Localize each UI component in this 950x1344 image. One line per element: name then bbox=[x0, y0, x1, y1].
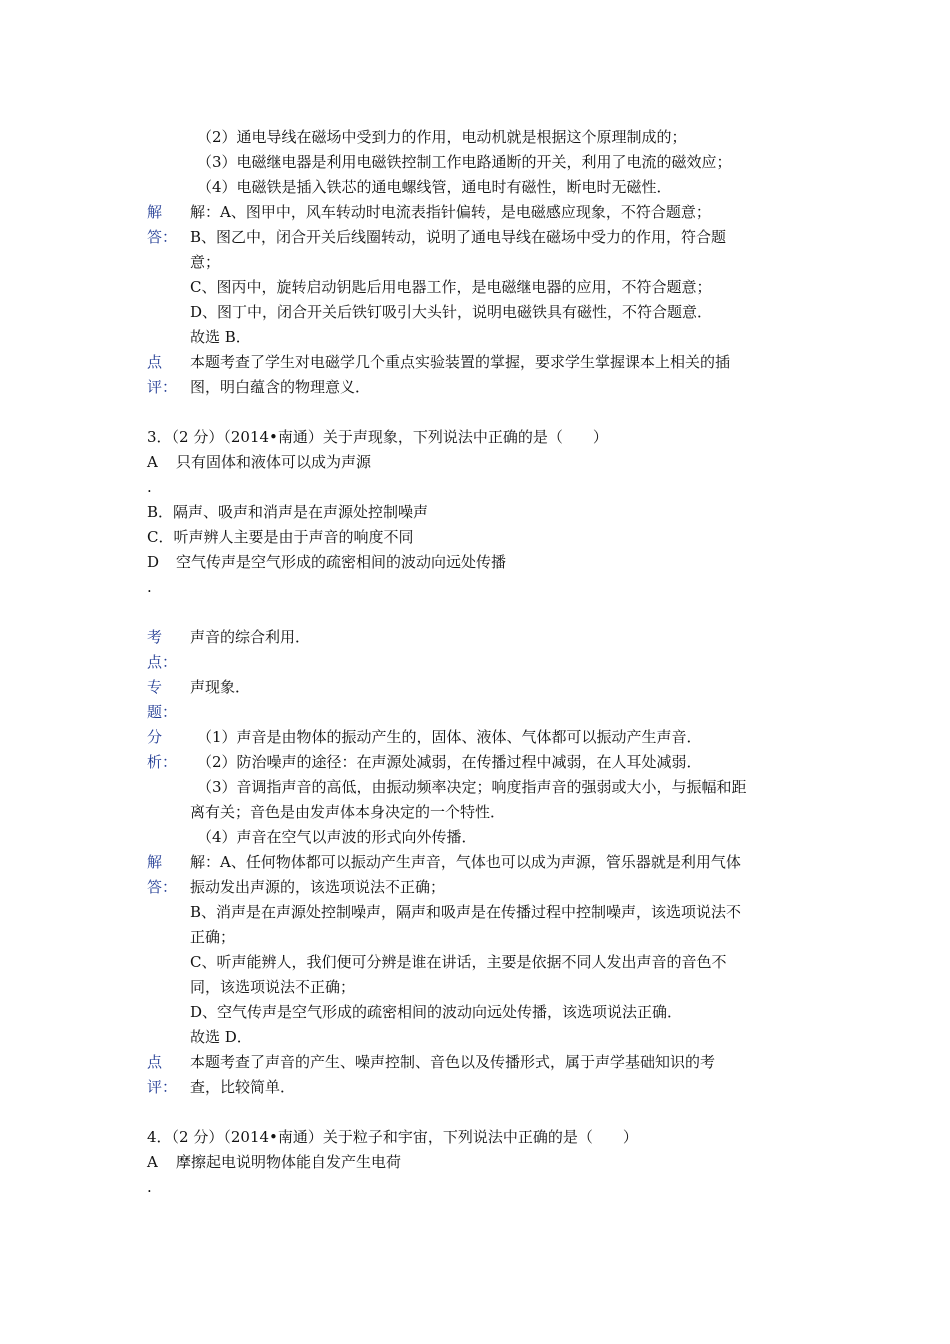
q2-solution-line-5: D、图丁中，闭合开关后铁钉吸引大头针，说明电磁铁具有磁性，不符合题意． bbox=[190, 303, 713, 321]
q3-jieda-line-5: C、听声能辨人，我们便可分辨是谁在讲话，主要是依据不同人发出声音的音色不 bbox=[190, 953, 727, 971]
q3-fenxi-line-2: （2）防治噪声的途径：在声源处减弱，在传播过程中减弱，在人耳处减弱． bbox=[197, 753, 702, 771]
q3-jieda-line-1: 解：A、任何物体都可以振动产生声音，气体也可以成为声源，管乐器就是利用气体 bbox=[190, 853, 741, 871]
q3-zhuanti-text: 声现象． bbox=[190, 678, 251, 696]
q3-fenxi-line-5: （4）声音在空气以声波的形式向外传播． bbox=[197, 828, 477, 846]
q3-jieda-line-6: 同，该选项说法不正确； bbox=[190, 978, 356, 996]
q3-dianping-label-2: 评： bbox=[147, 1078, 178, 1096]
q3-kaodian-label-1: 考 bbox=[147, 628, 163, 646]
q2-analysis-line-4: （4）电磁铁是插入铁芯的通电螺线管，通电时有磁性，断电时无磁性． bbox=[197, 178, 672, 196]
q2-comment-label-2: 评： bbox=[147, 378, 178, 396]
q3-jieda-line-8: 故选 D． bbox=[190, 1028, 252, 1046]
q3-dianping-line-2: 查，比较简单． bbox=[190, 1078, 296, 1096]
q3-jieda-line-2: 振动发出声源的，该选项说法不正确； bbox=[190, 878, 446, 896]
q2-solution-line-6: 故选 B． bbox=[190, 328, 251, 346]
q2-comment-line-2: 图，明白蕴含的物理意义． bbox=[190, 378, 371, 396]
q3-jieda-label-1: 解 bbox=[147, 853, 163, 871]
q3-option-c: C．听声辨人主要是由于声音的响度不同 bbox=[147, 528, 414, 546]
q3-stem: 3．（2 分）（2014•南通）关于声现象，下列说法中正确的是（ ） bbox=[147, 428, 608, 446]
q2-comment-label-1: 点 bbox=[147, 353, 163, 371]
q3-option-d-text: 空气传声是空气形成的疏密相间的波动向远处传播 bbox=[176, 553, 507, 571]
q3-kaodian-label-2: 点： bbox=[147, 653, 178, 671]
q3-option-d-dot: . bbox=[147, 578, 152, 596]
q4-option-a-letter: A bbox=[147, 1153, 158, 1171]
q3-dianping-line-1: 本题考查了声音的产生、噪声控制、音色以及传播形式，属于声学基础知识的考 bbox=[190, 1053, 716, 1071]
q2-solution-line-4: C、图丙中，旋转启动钥匙后用电器工作，是电磁继电器的应用，不符合题意； bbox=[190, 278, 712, 296]
q3-zhuanti-label-1: 专 bbox=[147, 678, 163, 696]
q2-solution-label-1: 解 bbox=[147, 203, 163, 221]
q3-dianping-label-1: 点 bbox=[147, 1053, 163, 1071]
q3-fenxi-line-1: （1）声音是由物体的振动产生的，固体、液体、气体都可以振动产生声音． bbox=[197, 728, 702, 746]
q2-comment-line-1: 本题考查了学生对电磁学几个重点实验装置的掌握，要求学生掌握课本上相关的插 bbox=[190, 353, 731, 371]
q3-jieda-line-7: D、空气传声是空气形成的疏密相间的波动向远处传播，该选项说法正确． bbox=[190, 1003, 683, 1021]
q3-jieda-line-4: 正确； bbox=[190, 928, 236, 946]
q3-option-a-text: 只有固体和液体可以成为声源 bbox=[176, 453, 372, 471]
q3-zhuanti-label-2: 题： bbox=[147, 703, 178, 721]
q4-option-a-text: 摩擦起电说明物体能自发产生电荷 bbox=[176, 1153, 402, 1171]
q3-kaodian-text: 声音的综合利用． bbox=[190, 628, 311, 646]
q3-fenxi-label-2: 析： bbox=[147, 753, 178, 771]
q3-jieda-line-3: B、消声是在声源处控制噪声，隔声和吸声是在传播过程中控制噪声，该选项说法不 bbox=[190, 903, 742, 921]
q2-solution-line-1: 解：A、图甲中，风车转动时电流表指针偏转，是电磁感应现象，不符合题意； bbox=[190, 203, 711, 221]
q3-fenxi-line-4: 离有关；音色是由发声体本身决定的一个特性． bbox=[190, 803, 506, 821]
q4-stem: 4．（2 分）（2014•南通）关于粒子和宇宙，下列说法中正确的是（ ） bbox=[147, 1128, 638, 1146]
q2-solution-line-3: 意； bbox=[190, 253, 221, 271]
q2-solution-line-2: B、图乙中，闭合开关后线圈转动，说明了通电导线在磁场中受力的作用，符合题 bbox=[190, 228, 727, 246]
q3-jieda-label-2: 答： bbox=[147, 878, 178, 896]
q3-option-a-letter: A bbox=[147, 453, 158, 471]
q3-fenxi-line-3: （3）音调指声音的高低，由振动频率决定；响度指声音的强弱或大小，与振幅和距 bbox=[197, 778, 747, 796]
q2-solution-label-2: 答： bbox=[147, 228, 178, 246]
q4-option-a-dot: . bbox=[147, 1178, 152, 1196]
q3-option-d-letter: D bbox=[147, 553, 160, 571]
q3-fenxi-label-1: 分 bbox=[147, 728, 163, 746]
q3-option-a-dot: . bbox=[147, 478, 152, 496]
q2-analysis-line-3: （3）电磁继电器是利用电磁铁控制工作电路通断的开关，利用了电流的磁效应； bbox=[197, 153, 732, 171]
q2-analysis-line-2: （2）通电导线在磁场中受到力的作用，电动机就是根据这个原理制成的； bbox=[197, 128, 687, 146]
q3-option-b: B．隔声、吸声和消声是在声源处控制噪声 bbox=[147, 503, 429, 521]
